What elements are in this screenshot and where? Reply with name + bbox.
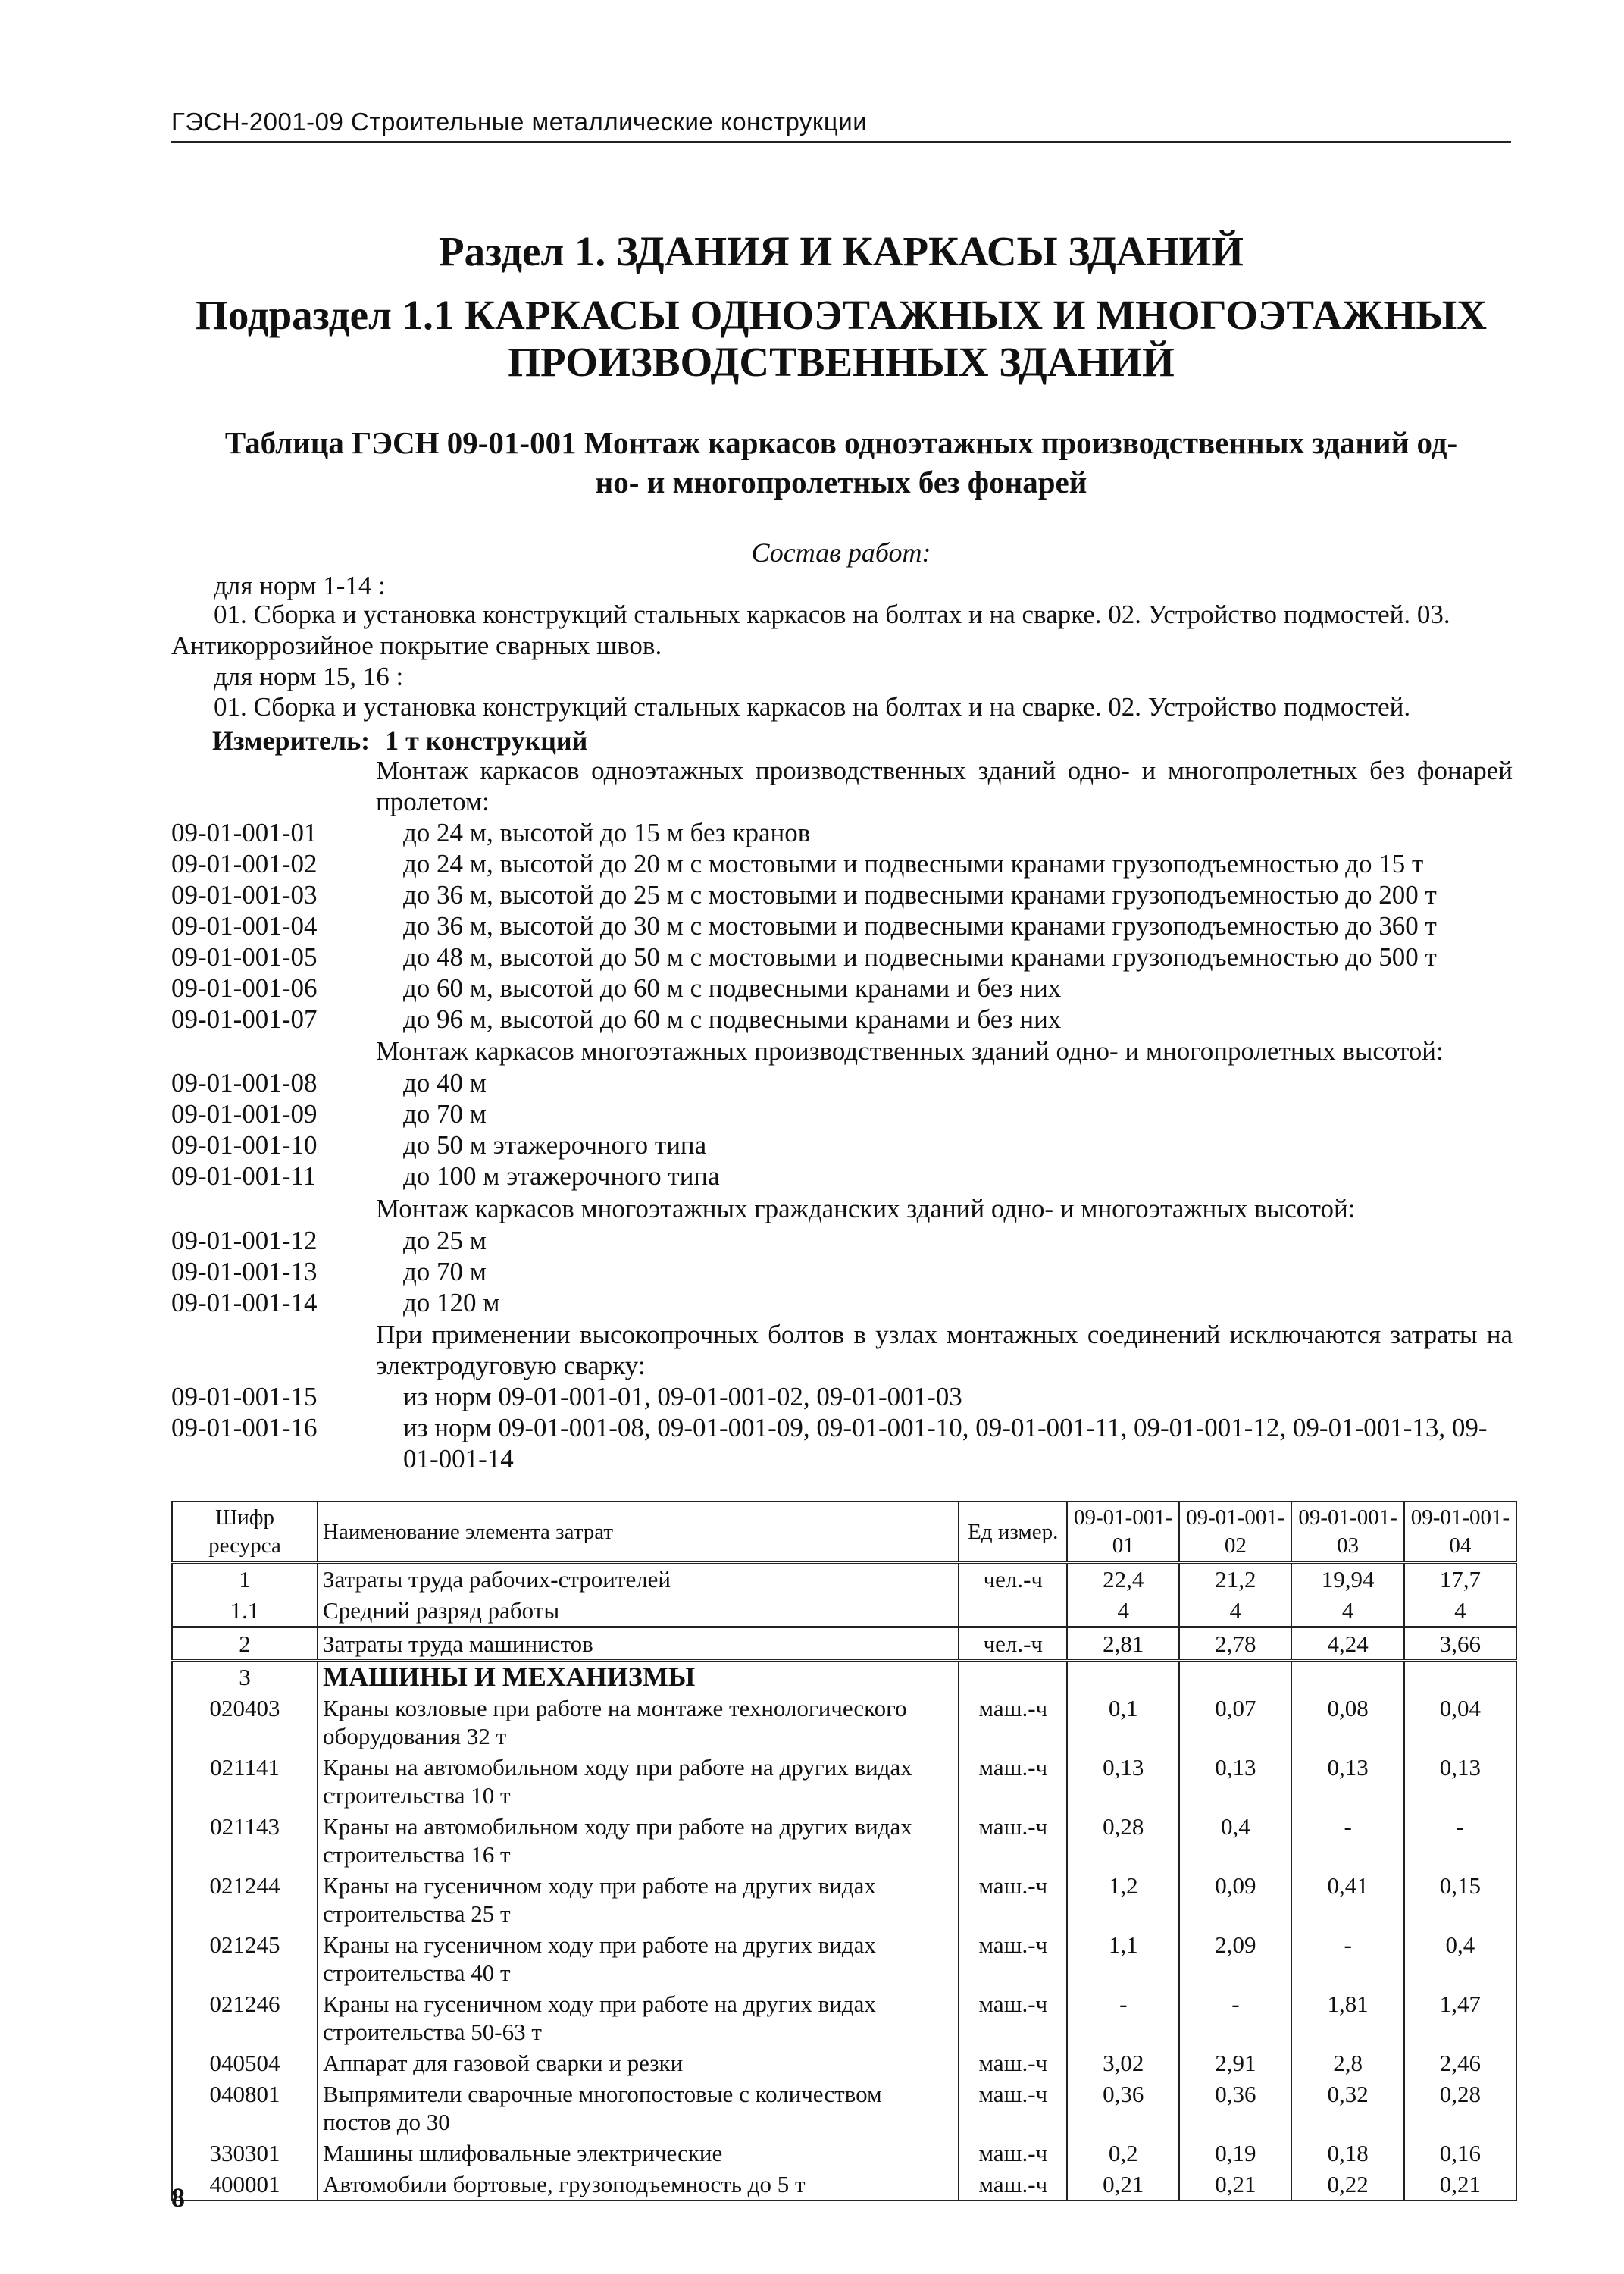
table-row — [172, 1627, 1516, 1661]
cell-value: 0,22 — [1291, 2169, 1403, 2200]
cell-value: 2,78 — [1179, 1627, 1291, 1661]
table-row — [172, 1988, 1516, 2047]
cell-value: 0,13 — [1404, 1752, 1516, 1811]
section-title: Раздел 1. ЗДАНИЯ И КАРКАСЫ ЗДАНИЙ — [439, 228, 1244, 274]
cell-unit: маш.-ч — [959, 2047, 1067, 2078]
norm-row — [171, 1225, 1513, 1256]
cell-value: 0,4 — [1179, 1811, 1291, 1870]
cell-unit: маш.-ч — [959, 2138, 1067, 2169]
cell-value — [1179, 1661, 1291, 1693]
cell-name: Краны на гусеничном ходу при работе на других видах строительства 25 т — [318, 1870, 959, 1929]
norm-row — [171, 879, 1513, 910]
cell-code: 020403 — [172, 1693, 318, 1752]
norm-desc: до 100 м этажерочного типа — [403, 1161, 720, 1191]
norm-desc: до 70 м — [403, 1257, 487, 1286]
cell-value — [1404, 1661, 1516, 1693]
cell-name: Средний разряд работы — [318, 1595, 959, 1627]
norm-row — [171, 1287, 1513, 1318]
cell-value: 2,09 — [1179, 1929, 1291, 1988]
cell-code: 1 — [172, 1563, 318, 1596]
norm-row — [171, 1098, 1513, 1129]
cell-name: Затраты труда машинистов — [318, 1627, 959, 1661]
norm-desc: до 36 м, высотой до 25 м с мостовыми и подвесными кранами грузоподъемностью до 200 т — [403, 880, 1437, 910]
cell-code: 021143 — [172, 1811, 318, 1870]
cell-value: 1,2 — [1067, 1870, 1179, 1929]
norm-group-heading: Монтаж каркасов многоэтажных производственных зданий одно- и многопролетных высотой: — [376, 1036, 1444, 1066]
cell-unit: маш.-ч — [959, 1929, 1067, 1988]
norm-code: 09-01-001-04 — [171, 911, 318, 941]
norm-row — [171, 1004, 1513, 1035]
cell-code: 2 — [172, 1627, 318, 1661]
cell-value: 2,81 — [1067, 1627, 1179, 1661]
norm-desc: до 24 м, высотой до 15 м без кранов — [403, 818, 811, 847]
norm-code: 09-01-001-16 — [171, 1413, 318, 1442]
cell-value: 4 — [1404, 1595, 1516, 1627]
norm-desc: до 120 м — [403, 1288, 500, 1317]
cell-code: 1.1 — [172, 1595, 318, 1627]
norm-row — [171, 817, 1513, 848]
meter-value: 1 т конструкций — [385, 725, 588, 756]
meter — [212, 725, 602, 756]
table-title — [171, 423, 1511, 502]
cell-value: 0,13 — [1291, 1752, 1403, 1811]
cell-value: 0,04 — [1404, 1693, 1516, 1752]
norm-desc: до 36 м, высотой до 30 м с мостовыми и подвесными кранами грузоподъемностью до 360 т — [403, 911, 1437, 941]
header-unit: Ед измер. — [959, 1502, 1067, 1563]
norm-code: 09-01-001-10 — [171, 1130, 318, 1160]
cell-code: 021245 — [172, 1929, 318, 1988]
norm-group-heading: Монтаж каркасов одноэтажных производственных зданий одно- и многопролетных без фонарей пролетом: — [376, 756, 1513, 816]
norms-range-1: для норм 1-14 : — [214, 571, 386, 600]
cell-value: - — [1291, 1929, 1403, 1988]
cell-value: 0,36 — [1179, 2078, 1291, 2138]
cell-value: 2,8 — [1291, 2047, 1403, 2078]
page-number: 8 — [171, 2182, 185, 2213]
table-row — [172, 1661, 1516, 1693]
cell-value: 3,02 — [1067, 2047, 1179, 2078]
norm-code: 09-01-001-08 — [171, 1068, 318, 1098]
norm-row — [171, 1256, 1513, 1287]
cell-value: 1,47 — [1404, 1988, 1516, 2047]
cell-value: 0,18 — [1291, 2138, 1403, 2169]
norm-code: 09-01-001-05 — [171, 942, 318, 972]
norm-desc: до 24 м, высотой до 20 м с мостовыми и подвесными кранами грузоподъемностью до 15 т — [403, 849, 1424, 879]
header-col-4: 09-01-001-04 — [1404, 1502, 1516, 1563]
cell-value: 0,4 — [1404, 1929, 1516, 1988]
norm-desc: из норм 09-01-001-01, 09-01-001-02, 09-01-001-03 — [403, 1382, 962, 1411]
norm-desc: до 25 м — [403, 1226, 487, 1255]
cell-name: Аппарат для газовой сварки и резки — [318, 2047, 959, 2078]
table-row — [172, 1693, 1516, 1752]
norm-code: 09-01-001-15 — [171, 1382, 318, 1411]
cell-value: 19,94 — [1291, 1563, 1403, 1596]
cell-value: 1,1 — [1067, 1929, 1179, 1988]
cell-value: 0,15 — [1404, 1870, 1516, 1929]
cell-value — [1291, 1661, 1403, 1693]
cell-unit — [959, 1661, 1067, 1693]
norm-row — [171, 941, 1513, 973]
cell-unit: маш.-ч — [959, 2078, 1067, 2138]
norm-desc: до 50 м этажерочного типа — [403, 1130, 707, 1160]
norm-row — [171, 848, 1513, 879]
cell-unit: маш.-ч — [959, 1988, 1067, 2047]
cell-value: 0,41 — [1291, 1870, 1403, 1929]
cell-value: 0,21 — [1179, 2169, 1291, 2200]
cell-value: 0,08 — [1291, 1693, 1403, 1752]
cell-value: 0,28 — [1067, 1811, 1179, 1870]
cell-code: 040801 — [172, 2078, 318, 2138]
norm-row — [171, 1412, 1513, 1474]
table-row — [172, 1752, 1516, 1811]
table-title-line1: Таблица ГЭСН 09-01-001 Монтаж каркасов одноэтажных производственных зданий од- — [224, 425, 1458, 460]
cell-value: - — [1404, 1811, 1516, 1870]
norm-group-heading: Монтаж каркасов многоэтажных гражданских зданий одно- и многоэтажных высотой: — [376, 1194, 1356, 1223]
table-row — [172, 2078, 1516, 2138]
cell-value: 0,09 — [1179, 1870, 1291, 1929]
cell-value: 0,07 — [1179, 1693, 1291, 1752]
table-row — [172, 1595, 1516, 1627]
header-col-1: 09-01-001-01 — [1067, 1502, 1179, 1563]
cell-name: Краны на гусеничном ходу при работе на других видах строительства 50-63 т — [318, 1988, 959, 2047]
table-row — [172, 1870, 1516, 1929]
running-header: ГЭСН-2001-09 Строительные металлические конструкции — [171, 108, 1511, 143]
cell-value: 1,81 — [1291, 1988, 1403, 2047]
table-row — [172, 2047, 1516, 2078]
cell-value: 17,7 — [1404, 1563, 1516, 1596]
norm-code: 09-01-001-09 — [171, 1099, 318, 1129]
subsection-title — [171, 292, 1511, 386]
norm-code: 09-01-001-07 — [171, 1004, 318, 1034]
cell-name: Краны на гусеничном ходу при работе на других видах строительства 40 т — [318, 1929, 959, 1988]
cell-value — [1067, 1661, 1179, 1693]
cell-value: 0,1 — [1067, 1693, 1179, 1752]
cell-value: 22,4 — [1067, 1563, 1179, 1596]
cell-code: 021141 — [172, 1752, 318, 1811]
norm-code: 09-01-001-01 — [171, 818, 318, 847]
norm-code: 09-01-001-06 — [171, 973, 318, 1003]
cell-unit: маш.-ч — [959, 1870, 1067, 1929]
header-col-3: 09-01-001-03 — [1291, 1502, 1403, 1563]
cell-name: Краны козловые при работе на монтаже технологического оборудования 32 т — [318, 1693, 959, 1752]
cell-unit: чел.-ч — [959, 1627, 1067, 1661]
norm-desc: до 60 м, высотой до 60 м с подвесными кранами и без них — [403, 973, 1062, 1003]
norm-row — [171, 1160, 1513, 1192]
cell-value: 0,21 — [1404, 2169, 1516, 2200]
header-col-2: 09-01-001-02 — [1179, 1502, 1291, 1563]
cell-value: 3,66 — [1404, 1627, 1516, 1661]
cell-unit: маш.-ч — [959, 1752, 1067, 1811]
norm-row — [171, 1129, 1513, 1160]
norm-row — [171, 1381, 1513, 1412]
cell-code: 400001 — [172, 2169, 318, 2200]
cell-name: Краны на автомобильном ходу при работе на других видах строительства 16 т — [318, 1811, 959, 1870]
cell-unit: маш.-ч — [959, 1811, 1067, 1870]
norm-group-heading: При применении высокопрочных болтов в узлах монтажных соединений исключаются затраты на электродуговую сварку: — [376, 1320, 1513, 1380]
cell-value: 2,91 — [1179, 2047, 1291, 2078]
cell-value: - — [1291, 1811, 1403, 1870]
norm-code: 09-01-001-11 — [171, 1161, 317, 1191]
cell-name: Машины шлифовальные электрические — [318, 2138, 959, 2169]
works-list-2: 01. Сборка и установка конструкций стальных каркасов на болтах и на сварке. 02. Устройство подмостей. — [214, 692, 1411, 722]
table-row — [172, 1811, 1516, 1870]
cell-value: 0,16 — [1404, 2138, 1516, 2169]
norm-row — [171, 910, 1513, 941]
table-row — [172, 2169, 1516, 2200]
cell-name: Автомобили бортовые, грузоподъемность до 5 т — [318, 2169, 959, 2200]
header-code: Шифр ресурса — [172, 1502, 318, 1563]
norm-code: 09-01-001-03 — [171, 880, 318, 910]
cell-value: 4 — [1067, 1595, 1179, 1627]
cell-unit: маш.-ч — [959, 2169, 1067, 2200]
cell-value: 0,13 — [1179, 1752, 1291, 1811]
cell-unit: чел.-ч — [959, 1563, 1067, 1596]
cell-value: 4 — [1291, 1595, 1403, 1627]
cell-value: 0,21 — [1067, 2169, 1179, 2200]
cell-value: - — [1179, 1988, 1291, 2047]
norm-desc: из норм 09-01-001-08, 09-01-001-09, 09-01-001-10, 09-01-001-11, 09-01-001-12, 09-01-001-13, 09-01-001-14 — [403, 1413, 1488, 1474]
norm-code: 09-01-001-13 — [171, 1257, 318, 1286]
cell-value: 4,24 — [1291, 1627, 1403, 1661]
cell-value: 0,32 — [1291, 2078, 1403, 2138]
cell-name: Затраты труда рабочих-строителей — [318, 1563, 959, 1596]
norm-code: 09-01-001-12 — [171, 1226, 318, 1255]
cell-value: 0,28 — [1404, 2078, 1516, 2138]
cell-value: 0,19 — [1179, 2138, 1291, 2169]
cell-name: МАШИНЫ И МЕХАНИЗМЫ — [318, 1661, 959, 1693]
meter-label: Измеритель: — [212, 725, 371, 756]
norm-row — [171, 973, 1513, 1004]
resources-table — [171, 1501, 1517, 2201]
norm-row — [171, 1067, 1513, 1098]
table-row — [172, 1929, 1516, 1988]
cell-code: 040504 — [172, 2047, 318, 2078]
table-header-row — [172, 1502, 1516, 1563]
subsection-title-line1: Подраздел 1.1 КАРКАСЫ ОДНОЭТАЖНЫХ И МНОГОЭТАЖНЫХ — [196, 292, 1487, 338]
works-heading: Состав работ: — [751, 537, 931, 568]
norm-code: 09-01-001-14 — [171, 1288, 318, 1317]
cell-code: 3 — [172, 1661, 318, 1693]
cell-value: 4 — [1179, 1595, 1291, 1627]
cell-code: 021246 — [172, 1988, 318, 2047]
subsection-title-line2: ПРОИЗВОДСТВЕННЫХ ЗДАНИЙ — [508, 339, 1175, 385]
cell-unit: маш.-ч — [959, 1693, 1067, 1752]
cell-value: 21,2 — [1179, 1563, 1291, 1596]
norm-desc: до 40 м — [403, 1068, 487, 1098]
cell-value: 0,36 — [1067, 2078, 1179, 2138]
works-list-1: 01. Сборка и установка конструкций стальных каркасов на болтах и на сварке. 02. Устройство подмостей. 03. Антикоррозийное покрытие сварных швов. — [171, 600, 1450, 660]
norm-code: 09-01-001-02 — [171, 849, 318, 879]
norm-desc: до 48 м, высотой до 50 м с мостовыми и подвесными кранами грузоподъемностью до 500 т — [403, 942, 1437, 972]
norm-desc: до 70 м — [403, 1099, 487, 1129]
cell-value: 0,2 — [1067, 2138, 1179, 2169]
table-row — [172, 2138, 1516, 2169]
cell-name: Краны на автомобильном ходу при работе на других видах строительства 10 т — [318, 1752, 959, 1811]
norm-desc: до 96 м, высотой до 60 м с подвесными кранами и без них — [403, 1004, 1062, 1034]
cell-unit — [959, 1595, 1067, 1627]
cell-value: 0,13 — [1067, 1752, 1179, 1811]
header-name: Наименование элемента затрат — [318, 1502, 959, 1563]
table-title-line2: но- и многопролетных без фонарей — [595, 465, 1087, 500]
cell-code: 021244 — [172, 1870, 318, 1929]
cell-value: - — [1067, 1988, 1179, 2047]
cell-code: 330301 — [172, 2138, 318, 2169]
cell-value: 2,46 — [1404, 2047, 1516, 2078]
cell-name: Выпрямители сварочные многопостовые с количеством постов до 30 — [318, 2078, 959, 2138]
table-row — [172, 1563, 1516, 1596]
norms-range-2: для норм 15, 16 : — [214, 662, 404, 691]
